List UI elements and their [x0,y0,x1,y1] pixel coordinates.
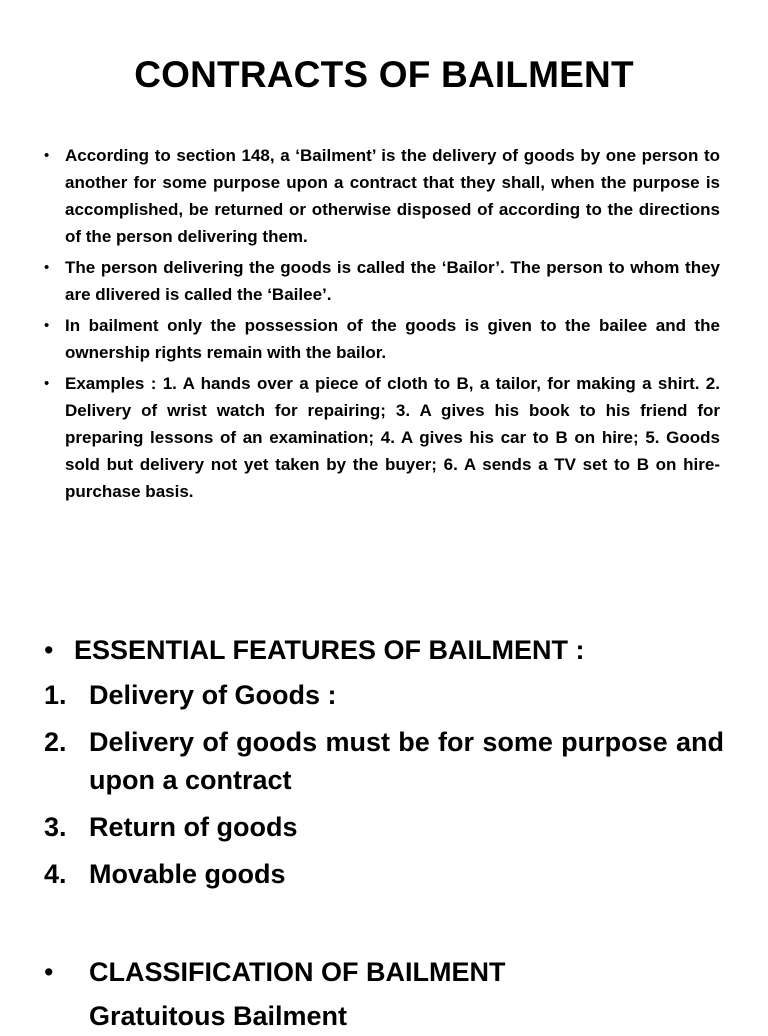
definition-bullet-list [44,142,720,509]
feature-text: Delivery of goods must be for some purpose and upon a contract [89,727,724,795]
bullet-marker: • [44,375,50,392]
bullet-marker: • [44,957,54,987]
feature-text: Delivery of Goods : [89,680,337,710]
bullet-text: The person delivering the goods is called the ‘Bailor’. The person to whom they are dlivered is called the ‘Bailee’. [65,258,720,304]
feature-item [44,676,724,714]
feature-text: Movable goods [89,859,286,889]
feature-number: 1. [44,680,67,710]
bullet-item-bailor-bailee [44,254,720,308]
heading-text: ESSENTIAL FEATURES OF BAILMENT : [74,635,585,665]
feature-number: 3. [44,812,67,842]
bullet-marker: • [44,635,54,665]
bullet-text: According to section 148, a ‘Bailment’ is the delivery of goods by one person to another for some purpose upon a contract that they shall, when the purpose is accomplished, be returned or otherwise disposed of according to the directions of the person delivering them. [65,146,720,246]
classification-section [44,952,724,1036]
slide-title: CONTRACTS OF BAILMENT [134,54,634,95]
classification-subheading: Gratuitous Bailment [89,1001,348,1031]
heading-text: CLASSIFICATION OF BAILMENT [89,957,506,987]
essential-features-section [44,630,724,902]
feature-text: Return of goods [89,812,298,842]
bullet-marker: • [44,317,50,334]
bullet-text: Examples : 1. A hands over a piece of cloth to B, a tailor, for making a shirt. 2. Delivery of wrist watch for repairing; 3. A gives his book to his friend for preparing lessons of an examination; 4. A gives his car to B on hire; 5. Goods sold but delivery not yet taken by the buyer; 6. A sends a TV set to B on hire-purchase basis. [65,374,720,501]
bullet-item-possession [44,312,720,366]
essential-features-heading [44,630,724,670]
features-numbered-list [44,676,724,893]
bullet-item-definition [44,142,720,250]
bullet-marker: • [44,259,50,276]
feature-item [44,808,724,846]
feature-item [44,723,724,799]
feature-number: 4. [44,859,67,889]
feature-item [44,855,724,893]
bullet-marker: • [44,147,50,164]
classification-heading [44,952,724,992]
bullet-item-examples [44,370,720,505]
bullet-text: In bailment only the possession of the goods is given to the bailee and the ownership rights remain with the bailor. [65,316,720,362]
feature-number: 2. [44,727,67,757]
